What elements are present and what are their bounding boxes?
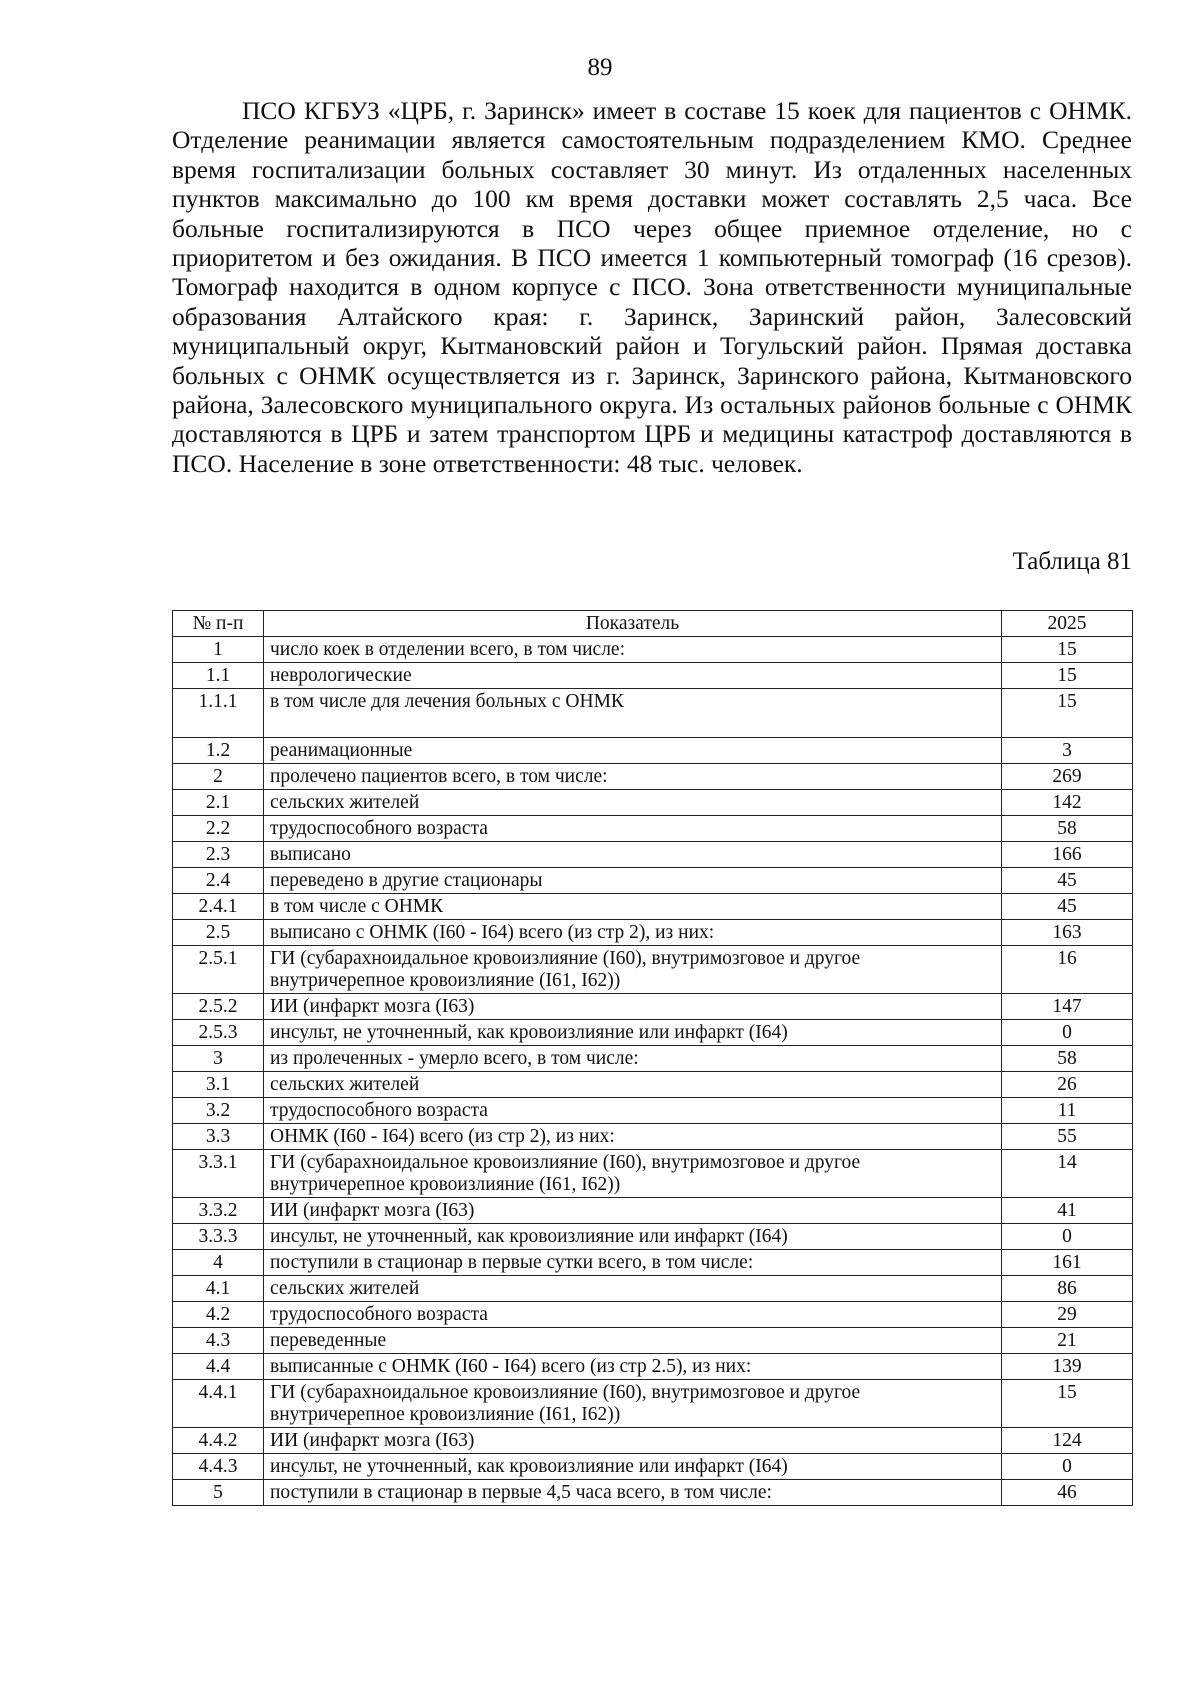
row-number: 3	[173, 1046, 264, 1072]
row-value: 139	[1002, 1354, 1133, 1380]
row-indicator: в том числе для лечения больных с ОНМК	[264, 689, 1002, 738]
row-indicator: из пролеченных - умерло всего, в том числе:	[264, 1046, 1002, 1072]
row-value: 3	[1002, 738, 1133, 764]
row-indicator: трудоспособного возраста	[264, 1302, 1002, 1328]
row-indicator: ИИ (инфаркт мозга (I63)	[264, 994, 1002, 1020]
table-row	[173, 816, 1133, 842]
row-indicator: поступили в стационар в первые 4,5 часа всего, в том числе:	[264, 1480, 1002, 1506]
table-row	[173, 1328, 1133, 1354]
table-row	[173, 1098, 1133, 1124]
table-row	[173, 1276, 1133, 1302]
row-value: 14	[1002, 1150, 1133, 1198]
row-number: 1.1	[173, 663, 264, 689]
row-value: 26	[1002, 1072, 1133, 1098]
row-indicator: сельских жителей	[264, 790, 1002, 816]
table-row	[173, 1224, 1133, 1250]
row-number: 5	[173, 1480, 264, 1506]
row-value: 0	[1002, 1454, 1133, 1480]
table-row	[173, 1198, 1133, 1224]
table-row	[173, 1380, 1133, 1428]
header-indicator: Показатель	[264, 611, 1002, 637]
row-value: 21	[1002, 1328, 1133, 1354]
row-number: 2.2	[173, 816, 264, 842]
header-year: 2025	[1002, 611, 1133, 637]
row-number: 2.5	[173, 920, 264, 946]
row-indicator: ОНМК (I60 - I64) всего (из стр 2), из них:	[264, 1124, 1002, 1150]
row-indicator: выписано	[264, 842, 1002, 868]
row-value: 16	[1002, 946, 1133, 994]
table-row	[173, 1150, 1133, 1198]
row-number: 2.5.3	[173, 1020, 264, 1046]
row-value: 41	[1002, 1198, 1133, 1224]
table-row	[173, 1124, 1133, 1150]
table-row	[173, 1454, 1133, 1480]
row-value: 15	[1002, 1380, 1133, 1428]
row-value: 147	[1002, 994, 1133, 1020]
table-row	[173, 868, 1133, 894]
row-number: 3.3.3	[173, 1224, 264, 1250]
row-indicator: инсульт, не уточненный, как кровоизлияние или инфаркт (I64)	[264, 1224, 1002, 1250]
row-value: 45	[1002, 894, 1133, 920]
row-value: 29	[1002, 1302, 1133, 1328]
row-value: 45	[1002, 868, 1133, 894]
table-row	[173, 1428, 1133, 1454]
table-caption: Таблица 81	[1012, 548, 1132, 575]
row-number: 2.4.1	[173, 894, 264, 920]
row-value: 46	[1002, 1480, 1133, 1506]
row-indicator: сельских жителей	[264, 1072, 1002, 1098]
table-row	[173, 738, 1133, 764]
row-number: 3.2	[173, 1098, 264, 1124]
row-number: 4.4	[173, 1354, 264, 1380]
row-number: 3.1	[173, 1072, 264, 1098]
row-number: 4.4.3	[173, 1454, 264, 1480]
row-number: 3.3.1	[173, 1150, 264, 1198]
row-indicator: переведенные	[264, 1328, 1002, 1354]
table-row	[173, 689, 1133, 738]
row-indicator: инсульт, не уточненный, как кровоизлияние или инфаркт (I64)	[264, 1020, 1002, 1046]
row-indicator: ГИ (субарахноидальное кровоизлияние (I60), внутримозговое и другое внутричерепное кровоизлияние (I61, I62))	[264, 1380, 1002, 1428]
row-number: 4.3	[173, 1328, 264, 1354]
row-number: 1.2	[173, 738, 264, 764]
table-body	[173, 637, 1133, 1506]
row-number: 2.4	[173, 868, 264, 894]
row-indicator: трудоспособного возраста	[264, 1098, 1002, 1124]
row-indicator: ГИ (субарахноидальное кровоизлияние (I60), внутримозговое и другое внутричерепное кровоизлияние (I61, I62))	[264, 946, 1002, 994]
table-row	[173, 842, 1133, 868]
row-value: 86	[1002, 1276, 1133, 1302]
row-value: 142	[1002, 790, 1133, 816]
row-indicator: ИИ (инфаркт мозга (I63)	[264, 1428, 1002, 1454]
table-row	[173, 637, 1133, 663]
row-indicator: выписано с ОНМК (I60 - I64) всего (из стр 2), из них:	[264, 920, 1002, 946]
row-value: 58	[1002, 816, 1133, 842]
row-number: 4.2	[173, 1302, 264, 1328]
table-row	[173, 1020, 1133, 1046]
row-value: 161	[1002, 1250, 1133, 1276]
row-indicator: трудоспособного возраста	[264, 816, 1002, 842]
row-value: 163	[1002, 920, 1133, 946]
table-row	[173, 1480, 1133, 1506]
table-row	[173, 1302, 1133, 1328]
row-value: 124	[1002, 1428, 1133, 1454]
table-row	[173, 1046, 1133, 1072]
row-value: 15	[1002, 689, 1133, 738]
row-value: 0	[1002, 1020, 1133, 1046]
table-row	[173, 1072, 1133, 1098]
row-indicator: сельских жителей	[264, 1276, 1002, 1302]
row-number: 4	[173, 1250, 264, 1276]
row-number: 2.5.2	[173, 994, 264, 1020]
row-indicator: число коек в отделении всего, в том числе:	[264, 637, 1002, 663]
row-indicator: поступили в стационар в первые сутки всего, в том числе:	[264, 1250, 1002, 1276]
row-number: 1	[173, 637, 264, 663]
row-number: 4.1	[173, 1276, 264, 1302]
row-indicator: инсульт, не уточненный, как кровоизлияние или инфаркт (I64)	[264, 1454, 1002, 1480]
row-number: 3.3	[173, 1124, 264, 1150]
row-indicator: ГИ (субарахноидальное кровоизлияние (I60), внутримозговое и другое внутричерепное кровоизлияние (I61, I62))	[264, 1150, 1002, 1198]
row-value: 0	[1002, 1224, 1133, 1250]
row-indicator: в том числе с ОНМК	[264, 894, 1002, 920]
row-value: 55	[1002, 1124, 1133, 1150]
row-indicator: реанимационные	[264, 738, 1002, 764]
row-value: 11	[1002, 1098, 1133, 1124]
row-value: 58	[1002, 1046, 1133, 1072]
table-row	[173, 663, 1133, 689]
table-row	[173, 1354, 1133, 1380]
row-value: 166	[1002, 842, 1133, 868]
row-indicator: пролечено пациентов всего, в том числе:	[264, 764, 1002, 790]
row-number: 2.3	[173, 842, 264, 868]
row-number: 2.1	[173, 790, 264, 816]
row-value: 269	[1002, 764, 1133, 790]
intro-paragraph: ПСО КГБУЗ «ЦРБ, г. Заринск» имеет в составе 15 коек для пациентов с ОНМК. Отделение реанимации является самостоятельным подразделением КМО. Среднее время госпитализации больных составляет 30 минут. Из отдаленных населенных пунктов максимально до 100 км время доставки может составлять 2,5 часа. Все больные госпитализируются в ПСО через общее приемное отделение, но с приоритетом и без ожидания. В ПСО имеется 1 компьютерный томограф (16 срезов). Томограф находится в одном корпусе с ПСО. Зона ответственности муниципальные образования Алтайского края: г. Заринск, Заринский район, Залесовский муниципальный округ, Кытмановский район и Тогульский район. Прямая доставка больных с ОНМК осуществляется из г. Заринск, Заринского района, Кытмановского района, Залесовского муниципального округа. Из остальных районов больные с ОНМК доставляются в ЦРБ и затем транспортом ЦРБ и медицины катастроф доставляются в ПСО. Население в зоне ответственности: 48 тыс. человек.	[172, 96, 1132, 478]
table-header-row	[173, 611, 1133, 637]
header-number: № п-п	[173, 611, 264, 637]
page-number: 89	[587, 54, 613, 81]
row-number: 2.5.1	[173, 946, 264, 994]
table-row	[173, 790, 1133, 816]
table-row	[173, 764, 1133, 790]
table-row	[173, 994, 1133, 1020]
row-value: 15	[1002, 663, 1133, 689]
row-indicator: переведено в другие стационары	[264, 868, 1002, 894]
table-row	[173, 946, 1133, 994]
row-number: 1.1.1	[173, 689, 264, 738]
row-indicator: выписанные с ОНМК (I60 - I64) всего (из стр 2.5), из них:	[264, 1354, 1002, 1380]
row-number: 4.4.1	[173, 1380, 264, 1428]
row-indicator: ИИ (инфаркт мозга (I63)	[264, 1198, 1002, 1224]
indicators-table	[172, 610, 1133, 1506]
row-number: 4.4.2	[173, 1428, 264, 1454]
table-row	[173, 894, 1133, 920]
table-row	[173, 1250, 1133, 1276]
row-number: 3.3.2	[173, 1198, 264, 1224]
row-indicator: неврологические	[264, 663, 1002, 689]
table-row	[173, 920, 1133, 946]
row-value: 15	[1002, 637, 1133, 663]
row-number: 2	[173, 764, 264, 790]
